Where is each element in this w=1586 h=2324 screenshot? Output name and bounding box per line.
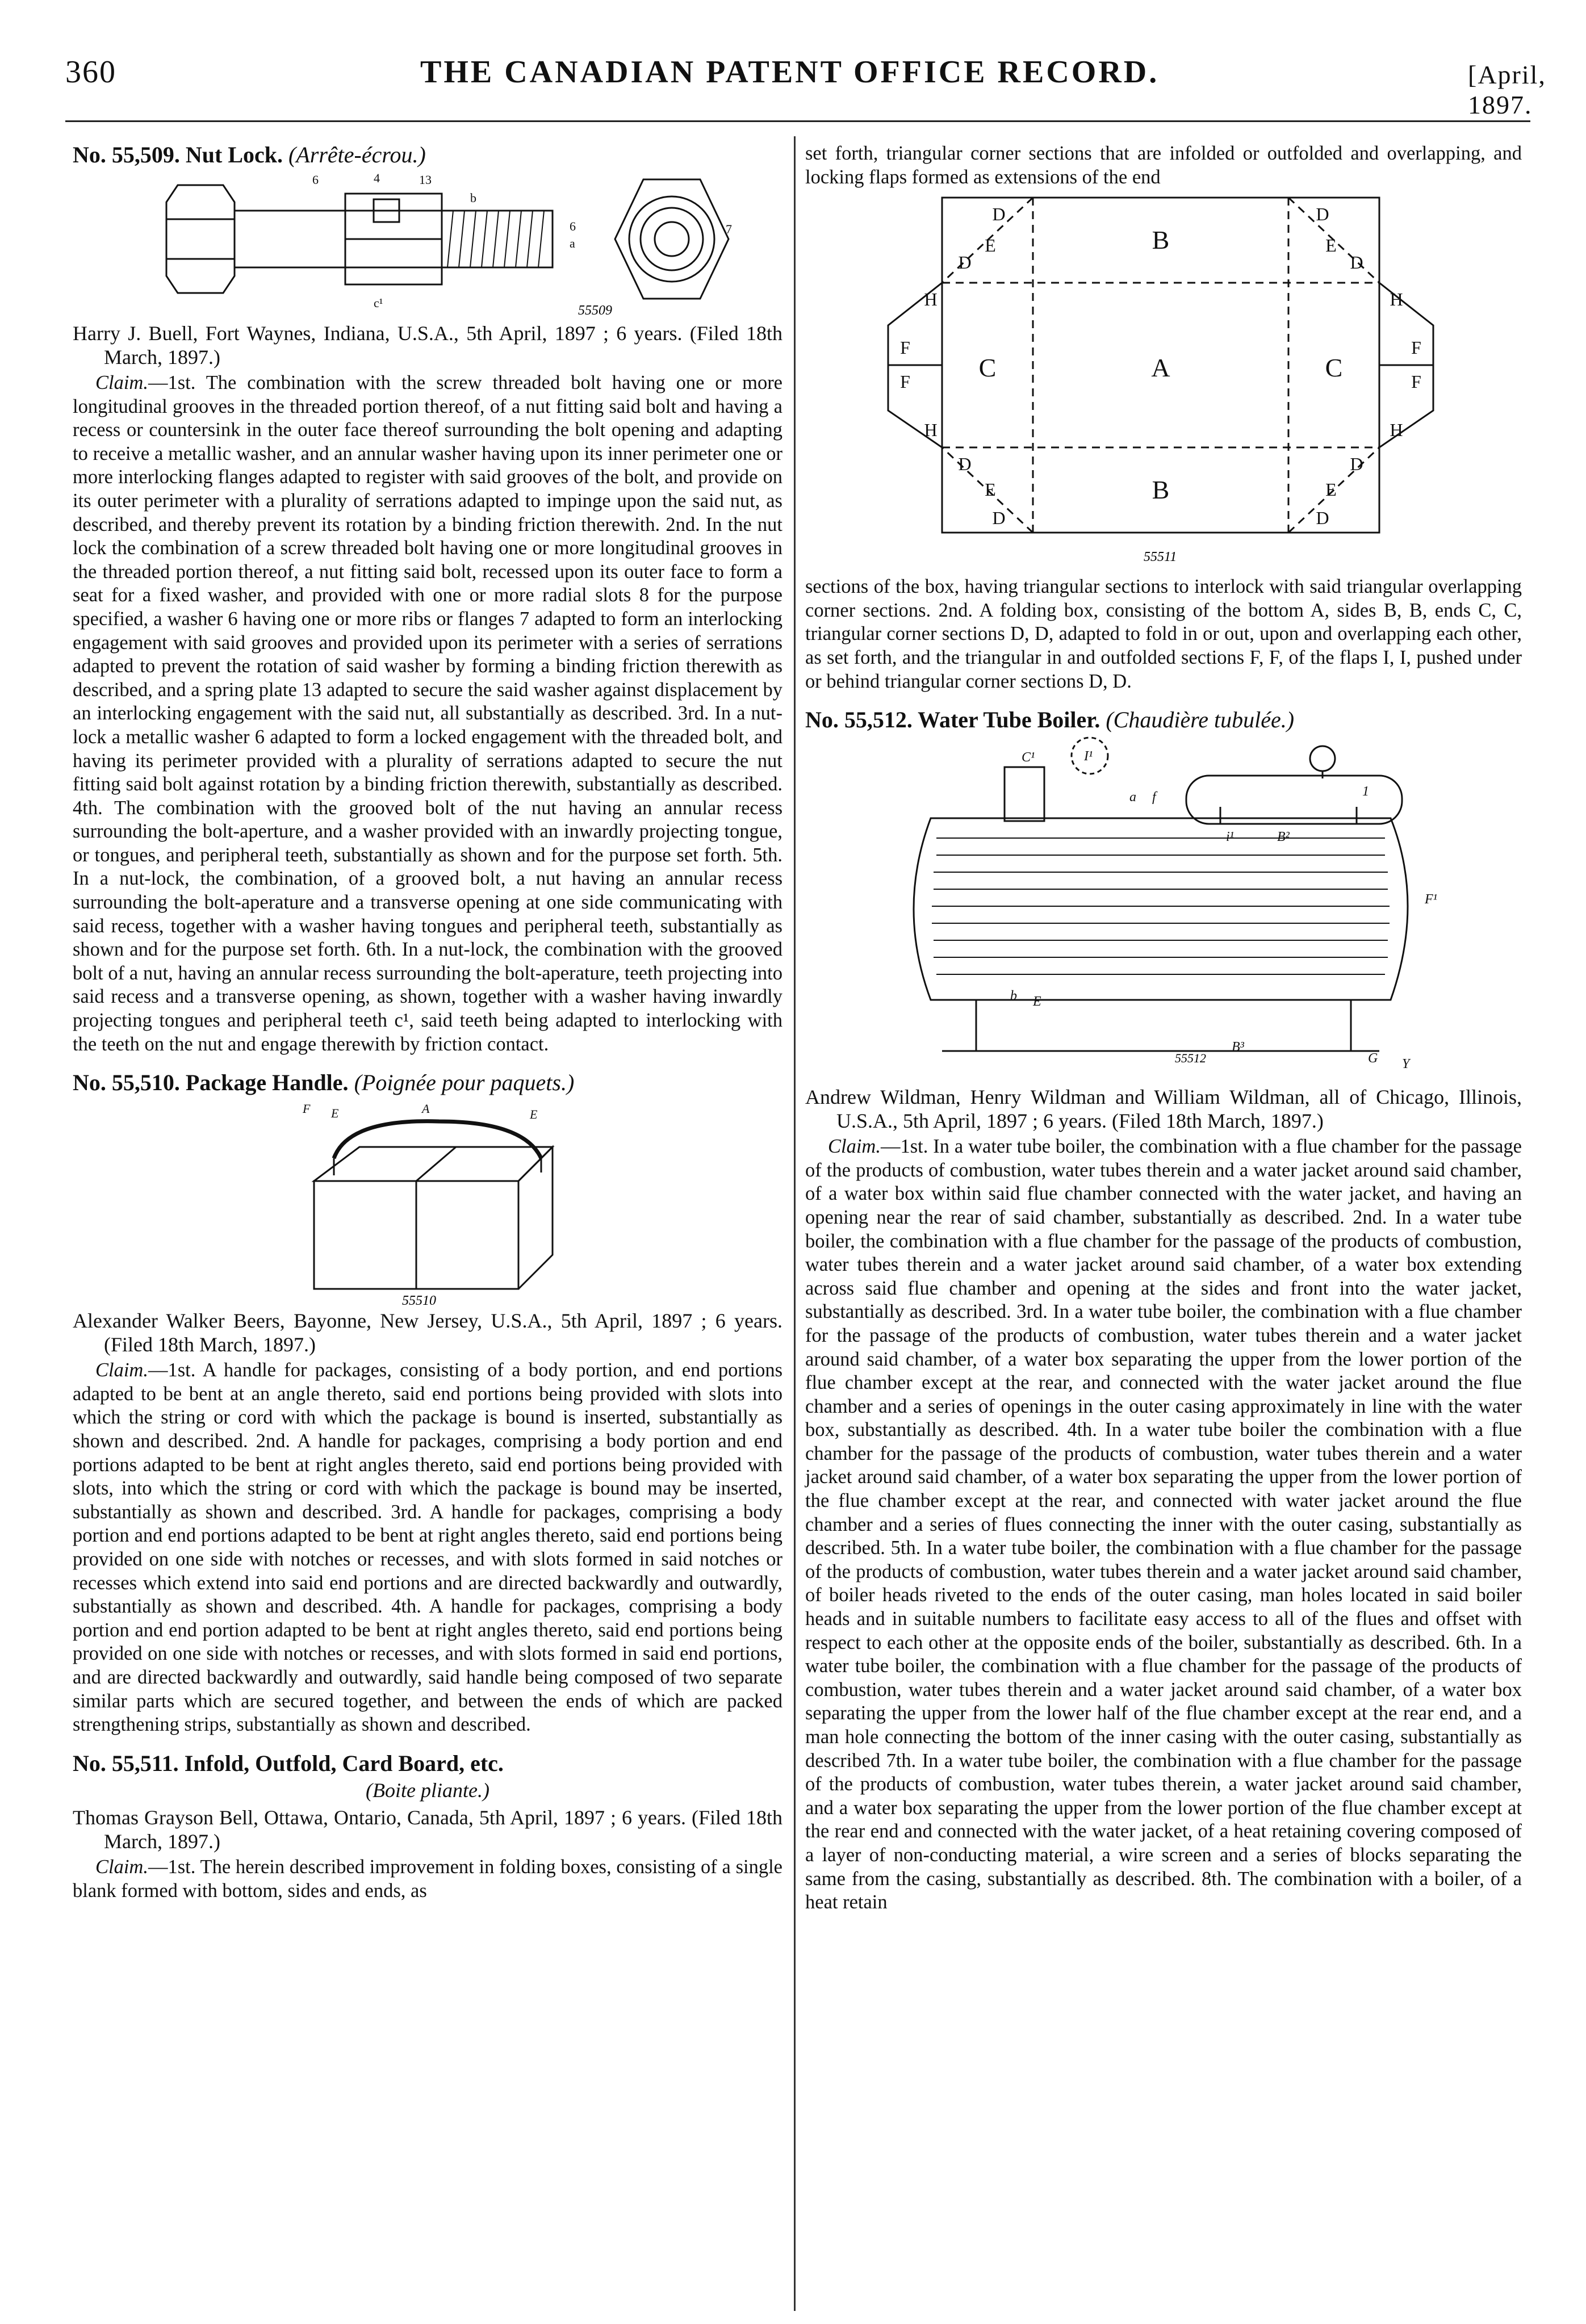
label-e: E <box>1325 235 1337 256</box>
claim-label: Claim. <box>95 1359 148 1381</box>
package-handle-figure <box>280 1096 575 1309</box>
entry-french: (Chaudière tubulée.) <box>1106 707 1295 733</box>
inventor-55510: Alexander Walker Beers, Bayonne, New Jersey, U.S.A., 5th April, 1897 ; 6 years. (Filed 18th March, 1897.) <box>73 1309 782 1356</box>
svg-text:E: E <box>331 1106 339 1121</box>
claim-label: Claim. <box>828 1136 881 1158</box>
label-h: H <box>924 289 938 310</box>
label-d: D <box>992 508 1006 529</box>
svg-text:a: a <box>570 236 575 250</box>
svg-text:a: a <box>1129 790 1136 805</box>
label-a: A <box>1151 353 1170 383</box>
figure-number-55510: 55510 <box>402 1293 436 1309</box>
label-d: D <box>958 252 972 273</box>
entry-title-55512 <box>805 707 1522 733</box>
label-b-top: B <box>1152 225 1170 255</box>
figure-number-55509: 55509 <box>578 303 612 318</box>
svg-text:C¹: C¹ <box>1022 750 1035 765</box>
page-number: 360 <box>65 55 116 90</box>
figure-number-55512: 55512 <box>1175 1051 1206 1066</box>
claim-label: Claim. <box>95 1856 148 1878</box>
label-h: H <box>924 420 938 441</box>
entry-french: (Poignée pour paquets.) <box>354 1070 575 1096</box>
label-d: D <box>1316 204 1329 225</box>
svg-text:F: F <box>303 1102 311 1116</box>
claim-text-55509: —1st. The combination with the screw threaded bolt having one or more longitudinal grooves in the threaded portion thereof, of a nut fitting said bolt and having a recess or countersink in the outer face thereof surrounding the bolt opening and adapting to receive a metallic washer, and an annular washer having upon its inner perimeter one or more interlocking flanges adapted to register with said grooves of the bolt, and provide on its outer perimeter with a plurality of serrations adapted to impinge upon the said nut, as described, and thereby prevent its rotation by a binding friction therewith. 2nd. In the nut lock the combination of a screw threaded bolt having one or more longitudinal grooves in the threaded portion thereof, a nut fitting said bolt, recessed upon its outer face to form a seat for a fixed washer, and provided with one or more radial slots 8 for the purpose specified, a washer 6 having one or more ribs or flanges 7 adapted to form an interlocking engagement with said grooves and provided upon its perimeter with a series of serrations adapted to prevent the rotation of said washer by forming a binding friction therewith as described, and a spring plate 13 adapted to secure the said washer against displacement by an interlocking engagement with the said nut, all substantially as described. 3rd. In a nut-lock a metallic washer 6 adapted to form a locked engagement with the threaded bolt, and having its perimeter provided with a plurality of serrations adapted to secure the nut fitting said bolt against rotation by a binding friction therewith, substantially as described. 4th. The combination with the grooved bolt of the nut having an annular recess surrounding the bolt-aperture, and a washer provided with an inwardly projecting tongue, or tongues, and peripheral teeth, substantially as shown and for the purpose set forth. 5th. In a nut-lock, the combination, of a grooved bolt, a nut having an annular recess surrounding the bolt-aperature and a transverse opening at one side communicating with said recess, together with a washer having tongues and peripheral teeth, substantially as shown and for the purpose set forth. 6th. In a nut-lock, the combination with the grooved bolt of a nut, having an annular recess surrounding the bolt-aperature, teeth projecting into said recess and a transverse opening, as shown, together with a washer having inwardly projecting tongues and peripheral teeth c¹, said teeth being adapted to interlocking with the teeth on the nut and engage therewith by friction contact. <box>73 372 782 1055</box>
journal-title: THE CANADIAN PATENT OFFICE RECORD. <box>420 55 1160 90</box>
label-d: D <box>992 204 1006 225</box>
svg-text:Y: Y <box>1402 1057 1410 1072</box>
entry-french-55511: (Boite pliante.) <box>366 1778 489 1802</box>
claim-text-55511: —1st. The herein described improvement in folding boxes, consisting of a single blank formed with bottom, sides and ends, as <box>73 1856 782 1902</box>
label-d: D <box>1350 454 1363 475</box>
claim-continuation-55511-b: sections of the box, having triangular sections to interlock with said triangular overlapping corner sections. 2nd. A folding box, consisting of the bottom A, sides B, B, ends C, C, triangular corner sections D, D, adapted to fold in or out, upon and overlapping each other, as set forth, and the triangular in and outfolded sections F, F, of the flaps I, I, pushed under or behind triangular corner sections D, D. <box>805 576 1522 692</box>
entry-title-55510 <box>73 1070 782 1096</box>
label-e: E <box>985 235 996 256</box>
svg-text:4: 4 <box>374 171 380 185</box>
svg-text:1: 1 <box>1362 784 1369 799</box>
claim-text-55512: —1st. In a water tube boiler, the combination with a flue chamber for the passage of the products of combustion, water tubes therein and a water jacket around said chamber, of a water box within said flue chamber connected with the water jacket, and having an opening near the rear of said chamber, substantially as described. 2nd. In a water tube boiler, the combination with a flue chamber for the passage of the products of combustion, water tubes therein and a water jacket around said chamber, of a water box extending across said flue chamber and opening at the sides and front into the water jacket, substantially as described. 3rd. In a water tube boiler, the combination with a flue chamber for the passage of the products of combustion, water tubes therein and a water jacket around said chamber, of a water box separating the upper from the lower portion of the flue chamber except at the rear, and connected with the water jacket around the flue chamber and a series of openings in the outer casing approximately in line with the water box, substantially as described. 4th. In a water tube boiler the combination with a flue chamber for the passage of the products of combustion, water tubes therein and a water jacket around said chamber, of a water box separating the upper from the lower portion of the flue chamber except at the rear, and connected with water jacket around the flue chamber and a series of flues connecting the inner with the outer casing, substantially as described. 5th. In a water tube boiler, the combination with a flue chamber for the passage of the products of combustion, water tubes therein and a water jacket around said chamber, of boiler heads riveted to the ends of the outer casing, man holes located in said boiler heads and in suitable numbers to facilitate easy access to all of the flues and offset with respect to each other at the opposite ends of the boiler, substantially as described. 6th. In a water tube boiler, the combination with a flue chamber for the passage of the products of combustion, water tubes therein and a water jacket around said chamber, of a water box separating the upper from the lower half of the flue chamber except at the rear end, and a man hole connecting the bottom of the inner casing with the outer casing, substantially as described 7th. In a water tube boiler, the combination with a flue chamber for the passage of the products of combustion, water tubes therein, a water jacket around said chamber, and a water box separating the upper from the lower portion of the flue chamber except at the rear end and connected with the water jacket, of a heat retaining covering composed of a layer of non-conducting material, a wire screen and a series of blocks separating the same from the casing, substantially as described. 8th. The combination with a boiler, of a heat retain <box>805 1136 1522 1913</box>
claim-text-55510: —1st. A handle for packages, consisting of a body portion, and end portions adapted to be bent at an angle thereto, said end portions being provided with slots into which the string or cord with which the package is bound is inserted, substantially as shown and described. 2nd. A handle for packages, comprising a body portion and end portions adapted to be bent at right angles thereto, said end portions being provided with slots, into which the string or cord with which the package is bound may be inserted, substantially as shown and described. 3rd. A handle for packages, comprising a body portion and end portions adapted to be bent at right angles thereto, said end portions being provided on one side with notches or recesses, and with slots formed in said notches or recesses which extend into said end portions and are directed backwardly and outwardly, substantially as shown and described. 4th. A handle for packages, comprising a body portion and end portion adapted to be bent at right angles thereto, said end portions being provided on one side with notches or recesses, and with slots formed in said end portions, and are directed backwardly and outwardly, said handle being composed of two separate similar parts which are secured together, and between the ends of which are packed strengthening strips, substantially as shown and described. <box>73 1359 782 1736</box>
label-b-bottom: B <box>1152 475 1170 505</box>
svg-text:E: E <box>530 1107 538 1122</box>
entry-name: Package Handle. <box>185 1070 349 1096</box>
label-e: E <box>985 479 996 500</box>
entry-title-55509 <box>73 142 782 168</box>
label-c-left: C <box>978 353 997 383</box>
figure-number-55511: 55511 <box>1144 550 1177 565</box>
svg-text:13: 13 <box>419 173 432 187</box>
entry-number: No. 55,512. <box>805 707 913 733</box>
entry-name: Infold, Outfold, Card Board, etc. <box>184 1750 504 1776</box>
svg-text:f: f <box>1152 790 1156 805</box>
label-d: D <box>1316 508 1329 529</box>
water-tube-boiler-figure <box>880 733 1447 1085</box>
svg-text:b: b <box>1010 989 1017 1004</box>
label-e: E <box>1325 479 1337 500</box>
header-rule <box>65 120 1530 122</box>
column-divider <box>794 136 796 2311</box>
svg-text:B³: B³ <box>1232 1040 1244 1055</box>
entry-name: Nut Lock. <box>185 142 283 168</box>
label-h: H <box>1390 289 1403 310</box>
label-f: F <box>900 371 910 392</box>
label-f: F <box>900 337 910 358</box>
inventor-55511: Thomas Grayson Bell, Ottawa, Ontario, Canada, 5th April, 1897 ; 6 years. (Filed 18th March, 1897.) <box>73 1806 782 1853</box>
entry-number: No. 55,510. <box>73 1070 180 1096</box>
svg-text:6: 6 <box>312 173 319 187</box>
nut-lock-figure <box>101 168 754 321</box>
entry-number: No. 55,511. <box>73 1750 179 1776</box>
label-d: D <box>958 454 972 475</box>
entry-title-55511 <box>73 1751 782 1777</box>
entry-french: (Arrête-écrou.) <box>288 142 426 168</box>
label-f: F <box>1411 337 1421 358</box>
label-c-right: C <box>1325 353 1343 383</box>
label-d: D <box>1350 252 1363 273</box>
svg-text:i¹: i¹ <box>1226 830 1234 845</box>
issue-date: [April, 1897. <box>1468 60 1546 119</box>
entry-number: No. 55,509. <box>73 142 180 168</box>
svg-text:b: b <box>470 191 476 205</box>
claim-continuation-55511: set forth, triangular corner sections that are infolded or outfolded and overlapping, and locking flaps formed as extensions of the end <box>805 143 1522 188</box>
entry-name: Water Tube Boiler. <box>918 707 1100 733</box>
svg-text:7: 7 <box>726 222 732 236</box>
svg-text:B²: B² <box>1277 830 1290 845</box>
svg-text:F¹: F¹ <box>1425 892 1437 907</box>
label-h: H <box>1390 420 1403 441</box>
svg-text:6: 6 <box>570 219 576 233</box>
svg-text:c¹: c¹ <box>374 296 383 310</box>
inventor-55509: Harry J. Buell, Fort Waynes, Indiana, U.S.A., 5th April, 1897 ; 6 years. (Filed 18th March, 1897.) <box>73 322 782 369</box>
label-f: F <box>1411 371 1421 392</box>
svg-text:G: G <box>1368 1051 1378 1066</box>
inventor-55512: Andrew Wildman, Henry Wildman and William Wildman, all of Chicago, Illinois, U.S.A., 5th April, 1897 ; 6 years. (Filed 18th March, 1897.) <box>805 1086 1522 1133</box>
svg-text:E: E <box>1033 994 1041 1010</box>
svg-text:A: A <box>422 1102 430 1116</box>
claim-label: Claim. <box>95 372 148 393</box>
svg-text:I¹: I¹ <box>1084 749 1093 764</box>
right-column <box>805 142 1522 1915</box>
left-column <box>73 142 782 1903</box>
folding-box-figure <box>837 189 1490 575</box>
